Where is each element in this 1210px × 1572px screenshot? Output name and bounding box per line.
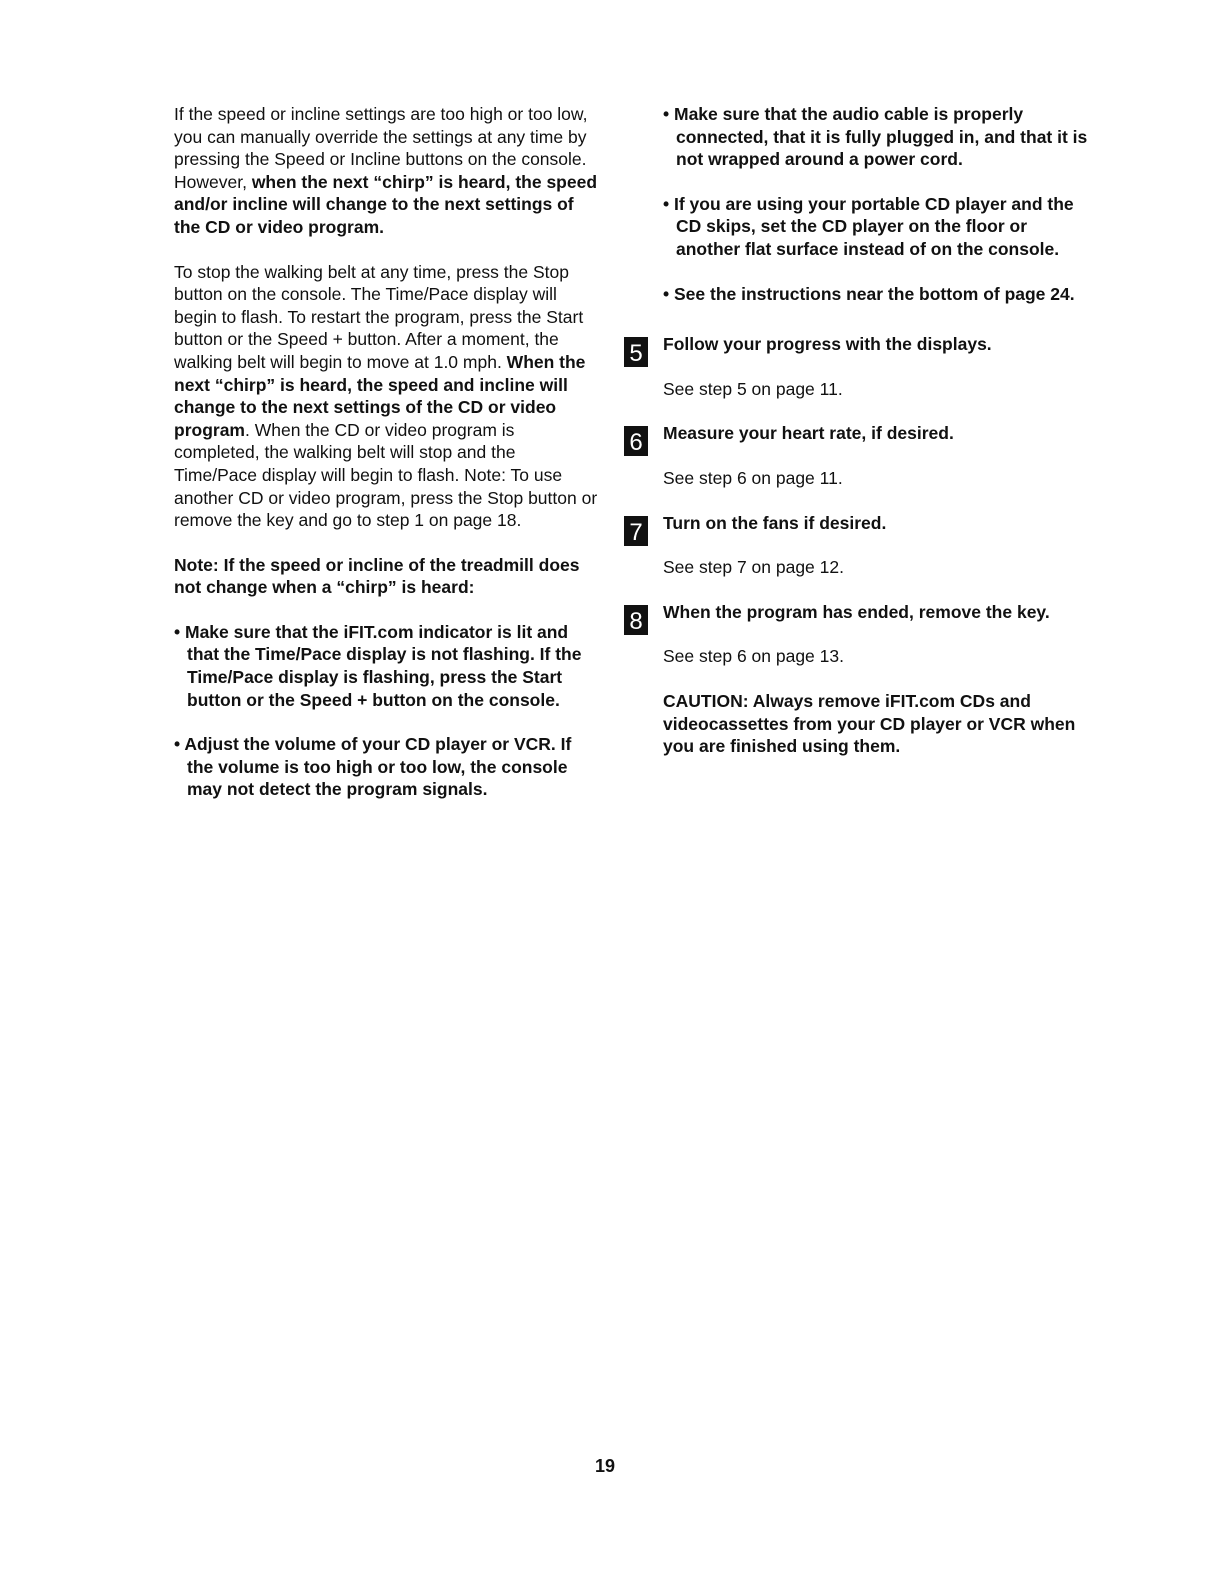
paragraph-manual-override: If the speed or incline settings are too high or too low, you can manually override the settings at any time by pressing the Speed or Incline buttons on the console. However, when the next “chirp” is heard, the speed and/or incline will change to the next settings of the CD or video program. bbox=[174, 104, 598, 237]
note-heading: Note: If the speed or incline of the treadmill does not change when a “chirp” is heard: bbox=[174, 554, 580, 598]
right-column bbox=[618, 103, 1088, 780]
step-reference: See step 6 on page 11. bbox=[663, 467, 843, 488]
step-reference: See step 6 on page 13. bbox=[663, 646, 844, 667]
page-number: 19 bbox=[594, 1456, 616, 1476]
step-reference: See step 7 on page 12. bbox=[663, 557, 844, 578]
step-title: Measure your heart rate, if desired. bbox=[663, 423, 954, 444]
step-number-badge: 7 bbox=[624, 516, 648, 546]
paragraph-stop-belt: To stop the walking belt at any time, press the Stop button on the console. The Time/Pace display will begin to flash. To restart the program, press the Start button or the Speed + button. After a moment, the walking belt will begin to move at 1.0 mph. When the next “chirp” is heard, the speed and incline will change to the next settings of the CD or video program. When the CD or video program is completed, the walking belt will stop and the Time/Pace display will begin to flash. Note: To use another CD or video program, press the Stop button or remove the key and go to step 1 on page 18. bbox=[174, 261, 598, 531]
step-5 bbox=[618, 333, 1088, 400]
step-title: When the program has ended, remove the key. bbox=[663, 601, 1050, 622]
step-6 bbox=[618, 422, 1088, 489]
step-number-badge: 6 bbox=[624, 426, 648, 456]
bullet-item: • See the instructions near the bottom of page 24. bbox=[663, 283, 1075, 304]
step-number-badge: 5 bbox=[624, 337, 648, 367]
bullet-item: • Make sure that the audio cable is properly connected, that it is fully plugged in, and that it is not wrapped around a power cord. bbox=[663, 104, 1088, 170]
bullet-item: • If you are using your portable CD player and the CD skips, set the CD player on the floor or another flat surface instead of on the console. bbox=[663, 193, 1074, 259]
left-column bbox=[174, 103, 598, 823]
step-title: Follow your progress with the displays. bbox=[663, 334, 992, 355]
caution-text: CAUTION: Always remove iFIT.com CDs and videocassettes from your CD player or VCR when you are finished using them. bbox=[663, 690, 1076, 757]
bullet-item: • Make sure that the iFIT.com indicator is lit and that the Time/Pace display is not flashing. If the Time/Pace display is flashing, press the Start button or the Speed + button on the console. bbox=[174, 621, 582, 710]
step-number-badge: 8 bbox=[624, 605, 648, 635]
step-7 bbox=[618, 512, 1088, 579]
step-8 bbox=[618, 601, 1088, 668]
step-reference: See step 5 on page 11. bbox=[663, 378, 843, 399]
step-title: Turn on the fans if desired. bbox=[663, 512, 887, 533]
bullet-item: • Adjust the volume of your CD player or VCR. If the volume is too high or too low, the console may not detect the program signals. bbox=[174, 734, 572, 800]
